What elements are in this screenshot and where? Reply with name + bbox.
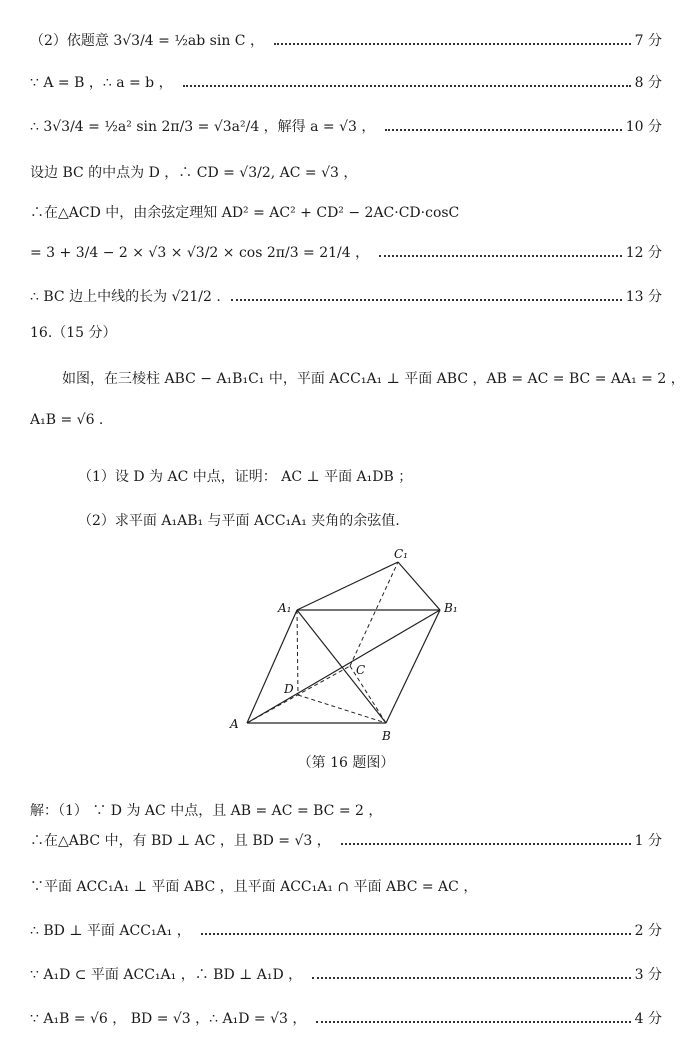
dot-leader (312, 977, 631, 979)
solution-step-4 (30, 920, 662, 940)
dot-leader (385, 129, 621, 131)
solution-step-5 (30, 964, 662, 984)
score-label: 13 分 (625, 289, 662, 305)
dot-leader (201, 933, 631, 935)
solution-line-5 (30, 202, 662, 222)
edge-DB-hidden (298, 695, 386, 723)
line-text: ∴ BD ⊥ 平面 ACC₁A₁ ， (30, 923, 191, 939)
solution-line-1 (30, 30, 662, 50)
score-label: 2 分 (634, 923, 662, 939)
label-C1: C₁ (394, 548, 408, 561)
solution-step-1 (30, 800, 662, 820)
line-text: ∴在△ACD 中，由余弦定理知 AD² = AC² + CD² − 2AC·CD·cosC (30, 205, 460, 221)
line-text: ∵平面 ACC₁A₁ ⊥ 平面 ABC ，且平面 ACC₁A₁ ∩ 平面 ABC = AC ， (30, 879, 478, 895)
solution-step-3 (30, 876, 662, 896)
label-A1: A₁ (278, 601, 292, 615)
dot-leader (231, 299, 622, 301)
edge-B1B (386, 610, 440, 723)
score-label: 4 分 (634, 1011, 662, 1027)
score-label: 10 分 (625, 119, 662, 135)
label-B: B (382, 729, 391, 743)
edge-AA1 (247, 610, 297, 723)
solution-step-2 (30, 830, 662, 850)
problem-statement (62, 368, 685, 388)
line-text: （1）设 D 为 AC 中点，证明： AC ⊥ 平面 A₁DB ； (78, 469, 413, 485)
line-text: ∵ A₁B = √6 ， BD = √3 ，∴ A₁D = √3 ， (30, 1011, 307, 1027)
prism-figure (222, 548, 472, 748)
line-text: = 3 + 3/4 − 2 × √3 × √3/2 × cos 2π/3 = 21/4 ， (30, 245, 370, 261)
figure-caption: （第 16 题图） (297, 755, 395, 771)
dot-leader (341, 843, 631, 845)
label-B1: B₁ (444, 601, 458, 615)
edge-AC-hidden (247, 666, 350, 723)
line-text: ∵ A = B ，∴ a = b ， (30, 75, 173, 91)
problem-statement-cont (30, 412, 662, 428)
line-text: （2）依题意 3√3/4 = ½ab sin C ， (30, 33, 264, 49)
dot-leader (316, 1021, 630, 1023)
line-text: A₁B = √6 . (30, 412, 104, 428)
score-label: 12 分 (625, 245, 662, 261)
edge-AB1 (247, 610, 440, 723)
edge-A1C1 (297, 562, 398, 610)
line-text: ∵ A₁D ⊂ 平面 ACC₁A₁ ，∴ BD ⊥ A₁D ， (30, 967, 303, 983)
edge-CC1-hidden (350, 562, 398, 666)
dot-leader (183, 85, 631, 87)
line-text: 如图，在三棱柱 ABC − A₁B₁C₁ 中，平面 ACC₁A₁ ⊥ 平面 ABC ，AB = AC = BC = AA₁ = 2 ， (62, 371, 685, 387)
edge-A1D-hidden (297, 610, 298, 695)
dot-leader (274, 43, 631, 45)
dot-leader (379, 255, 622, 257)
label-A: A (230, 717, 239, 731)
solution-step-6 (30, 1008, 662, 1028)
edge-A1B (297, 610, 386, 723)
line-text: ∴ 3√3/4 = ½a² sin 2π/3 = √3a²/4 ，解得 a = √3 ， (30, 119, 376, 135)
label-C: C (356, 663, 366, 677)
problem-number (30, 322, 662, 342)
solution-line-7 (30, 286, 662, 306)
score-label: 1 分 (634, 833, 662, 849)
edge-C1B1 (398, 562, 440, 610)
solution-line-3 (30, 116, 662, 136)
line-text: ∴ BC 边上中线的长为 √21/2 . (30, 289, 221, 305)
solution-line-6 (30, 242, 662, 262)
question-1 (78, 466, 662, 486)
score-label: 7 分 (634, 33, 662, 49)
line-text: 16.（15 分） (30, 325, 117, 341)
solution-line-2 (30, 72, 662, 92)
question-2 (78, 510, 662, 530)
label-D: D (284, 682, 294, 696)
line-text: （2）求平面 A₁AB₁ 与平面 ACC₁A₁ 夹角的余弦值. (78, 513, 400, 529)
score-label: 3 分 (634, 967, 662, 983)
line-text: ∴在△ABC 中，有 BD ⊥ AC ，且 BD = √3 ， (30, 833, 331, 849)
line-text: 设边 BC 的中点为 D ，∴ CD = √3/2, AC = √3 ， (30, 165, 358, 181)
score-label: 8 分 (634, 75, 662, 91)
solution-line-4 (30, 162, 662, 182)
line-text: 解：（1） ∵ D 为 AC 中点，且 AB = AC = BC = 2 ， (30, 803, 383, 819)
